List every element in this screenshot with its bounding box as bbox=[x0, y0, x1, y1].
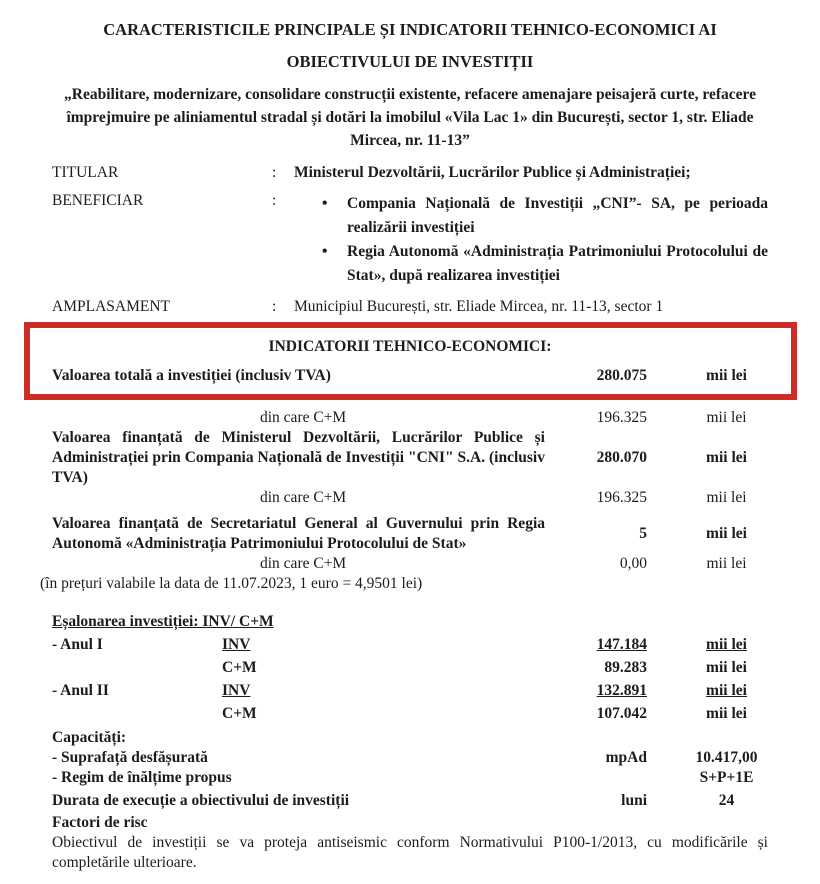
schedule-heading: Eșalonarea investiției: INV/ C+M bbox=[52, 613, 274, 630]
field-label-beneficiar: BENEFICIAR bbox=[52, 192, 144, 209]
row-value: S+P+1E bbox=[699, 768, 754, 786]
row-unit: mii lei bbox=[706, 555, 747, 572]
beneficiary-bullet-item bbox=[294, 240, 768, 288]
price-date-note: (în prețuri valabile la data de 11.07.2023, 1 euro = 4,9501 lei) bbox=[40, 575, 423, 592]
field-row-amplasament bbox=[0, 298, 820, 316]
schedule-row-anul1-inv bbox=[0, 633, 820, 656]
row-label: din care C+M bbox=[260, 409, 347, 426]
row-mid-label: C+M bbox=[222, 659, 257, 676]
row-unit: mii lei bbox=[706, 367, 747, 384]
duration-row bbox=[0, 791, 820, 811]
row-label: din care C+M bbox=[260, 555, 347, 572]
schedule-row-anul2-cm bbox=[0, 702, 820, 725]
table-row-mdlpa-value bbox=[0, 428, 820, 488]
row-value: 196.325 bbox=[596, 409, 647, 426]
document-title-line2: OBIECTIVULUI DE INVESTIȚII bbox=[286, 52, 534, 71]
beneficiary-bullet-list bbox=[294, 192, 768, 288]
risk-heading: Factori de risc bbox=[52, 814, 148, 831]
fields-section bbox=[0, 164, 820, 316]
table-row-sgg-value bbox=[0, 514, 820, 554]
field-label-titular: TITULAR bbox=[52, 164, 119, 181]
row-label: - Regim de înălțime propus bbox=[52, 768, 232, 786]
red-annotation-box bbox=[24, 322, 797, 400]
table-row-din-care bbox=[0, 554, 820, 574]
field-value-titular: Ministerul Dezvoltării, Lucrărilor Publice și Administrației; bbox=[294, 164, 691, 181]
row-value: 0,00 bbox=[619, 555, 647, 572]
row-value: 107.042 bbox=[596, 705, 647, 722]
row-label: - Anul II bbox=[52, 682, 109, 699]
row-mid-label: INV bbox=[222, 682, 251, 699]
row-unit: mii lei bbox=[706, 705, 747, 722]
row-unit: mii lei bbox=[706, 449, 747, 466]
row-label: din care C+M bbox=[260, 489, 347, 506]
row-value: 147.184 bbox=[596, 636, 647, 653]
capacity-row-regim bbox=[0, 768, 820, 788]
red-annotation-section bbox=[0, 322, 820, 400]
row-value: 5 bbox=[639, 525, 647, 542]
row-value: 132.891 bbox=[596, 682, 647, 699]
beneficiary-bullet-text: Compania Națională de Investiții „CNI”- SA, pe perioada realizării investiției bbox=[347, 195, 768, 236]
row-mid-label: C+M bbox=[222, 705, 257, 722]
table-row-total-value bbox=[0, 366, 820, 386]
bullet-icon: • bbox=[322, 243, 328, 260]
table-row-din-care bbox=[0, 408, 820, 428]
beneficiary-bullet-text: Regia Autonomă «Administrația Patrimoniului Protocolului de Stat», după realizarea investiției bbox=[347, 243, 768, 284]
row-unit: mii lei bbox=[706, 489, 747, 506]
row-unit: mii lei bbox=[706, 636, 747, 653]
row-label: - Anul I bbox=[52, 636, 103, 653]
row-value: 89.283 bbox=[604, 659, 647, 676]
field-value-amplasament: Municipiul București, str. Eliade Mircea, nr. 11-13, sector 1 bbox=[294, 298, 664, 315]
field-row-beneficiar bbox=[0, 192, 820, 288]
table-row-din-care bbox=[0, 488, 820, 508]
field-label-amplasament: AMPLASAMENT bbox=[52, 298, 170, 315]
row-value: 24 bbox=[718, 792, 735, 809]
section-heading-indicators: INDICATORII TEHNICO-ECONOMICI: bbox=[268, 338, 552, 355]
row-value: 196.325 bbox=[596, 489, 647, 506]
row-label: Durata de execuție a obiectivului de investiții bbox=[52, 792, 350, 809]
row-unit-label: mpAd bbox=[605, 749, 647, 766]
row-unit: mii lei bbox=[706, 682, 747, 699]
row-label: Valoarea finanțată de Ministerul Dezvoltării, Lucrărilor Publice și Administrației prin Compania Națională de Investiții "CNI" S.A. (inclusiv TVA) bbox=[52, 429, 545, 486]
field-row-titular bbox=[0, 164, 820, 182]
row-mid-label: INV bbox=[222, 636, 251, 653]
row-unit: mii lei bbox=[706, 659, 747, 676]
subtitle-quote: „Reabilitare, modernizare, consolidare construcții existente, refacere amenajare peisajeră curte, refacere împrejmuire pe aliniamentul stradal și dotări la imobilul «Vila Lac 1» din București, sector 1, str. Eliade Mircea, nr. 11-13” bbox=[64, 86, 756, 149]
field-colon: : bbox=[272, 192, 277, 209]
schedule-row-anul2-inv bbox=[0, 679, 820, 702]
row-label: - Suprafață desfășurată bbox=[52, 749, 208, 766]
document-title-line1: CARACTERISTICILE PRINCIPALE ȘI INDICATORII TEHNICO-ECONOMICI AI bbox=[103, 20, 717, 39]
beneficiary-bullet-item bbox=[294, 192, 768, 240]
row-unit: mii lei bbox=[706, 409, 747, 426]
row-unit: mii lei bbox=[706, 525, 747, 542]
capacities-heading: Capacități: bbox=[52, 729, 127, 746]
field-colon: : bbox=[272, 164, 277, 181]
row-value: 10.417,00 bbox=[695, 749, 758, 766]
bullet-icon: • bbox=[322, 195, 328, 212]
field-colon: : bbox=[272, 298, 277, 315]
row-label: Valoarea totală a investiției (inclusiv TVA) bbox=[52, 367, 331, 384]
schedule-row-anul1-cm bbox=[0, 656, 820, 679]
capacity-row-suprafata bbox=[0, 748, 820, 768]
risk-text: Obiectivul de investiții se va proteja antiseismic conform Normativului P100-1/2013, cu modificările și completările ulterioare. bbox=[52, 834, 768, 871]
row-value: 280.070 bbox=[596, 449, 647, 466]
row-unit-label: luni bbox=[621, 792, 647, 809]
row-value: 280.075 bbox=[596, 367, 647, 384]
row-label: Valoarea finanțată de Secretariatul General al Guvernului prin Regia Autonomă «Administrația Patrimoniului Protocolului de Stat» bbox=[52, 515, 545, 552]
